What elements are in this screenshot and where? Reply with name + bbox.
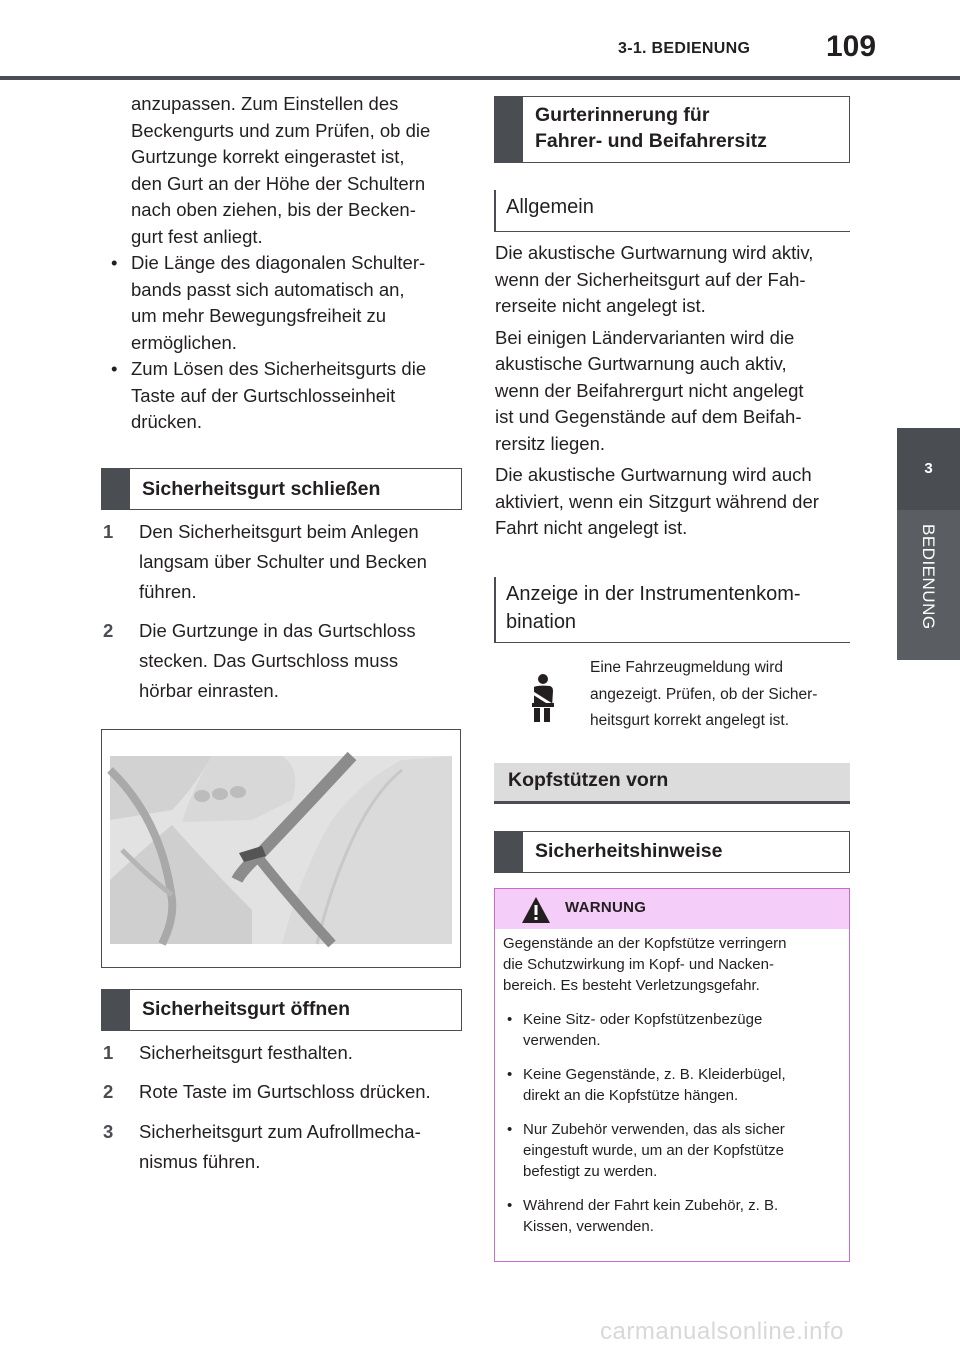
heading-bar bbox=[495, 832, 523, 872]
text-line: wenn der Beifahrergurt nicht angelegt bbox=[495, 379, 804, 401]
text-line: Die akustische Gurtwarnung wird auch bbox=[495, 464, 812, 485]
warning-triangle-icon bbox=[521, 896, 551, 924]
indicator-text bbox=[590, 655, 860, 735]
step-number: 3 bbox=[103, 1121, 114, 1142]
bullet-item bbox=[103, 250, 463, 356]
warning-bullet bbox=[503, 1195, 843, 1237]
text-line: • Während der Fahrt kein Zubehör, z. B. bbox=[523, 1197, 779, 1214]
chapter-heading-text: Kopfstützen vorn bbox=[508, 769, 669, 791]
text-line: Bei einigen Ländervarianten wird die bbox=[495, 326, 795, 348]
text-line: rersitz liegen. bbox=[495, 432, 606, 454]
text-line: ist und Gegenstände auf dem Beifah- bbox=[495, 406, 802, 427]
text-line: nismus führen. bbox=[139, 1151, 261, 1172]
step-item bbox=[103, 1117, 463, 1177]
seatbelt-illustration bbox=[101, 729, 461, 968]
section-heading-open bbox=[101, 989, 462, 1031]
warning-bullet bbox=[503, 1064, 843, 1106]
section-heading-text: Sicherheitsgurt öffnen bbox=[142, 998, 351, 1020]
text-line: eingestuft wurde, um an der Kopfstütze bbox=[523, 1142, 784, 1159]
text-line: die Schutzwirkung im Kopf- und Nacken- bbox=[503, 956, 774, 973]
chapter-label-text: BEDIENUNG bbox=[919, 524, 938, 630]
warning-box bbox=[494, 888, 850, 1262]
text-line: verwenden. bbox=[523, 1032, 601, 1049]
text-line: führen. bbox=[139, 581, 197, 602]
heading-bar bbox=[495, 97, 523, 162]
text-line: • Keine Gegenstände, z. B. Kleiderbügel, bbox=[523, 1066, 786, 1083]
text-line: Kissen, verwenden. bbox=[523, 1218, 654, 1235]
text-line: Taste auf der Gurtschlosseinheit bbox=[131, 384, 396, 406]
subheading-display bbox=[494, 577, 850, 643]
warning-bullet bbox=[503, 1119, 843, 1182]
text-line: heitsgurt korrekt angelegt ist. bbox=[590, 712, 790, 729]
text-line: bereich. Es besteht Verletzungsgefahr. bbox=[503, 977, 760, 994]
text-line: • Die Länge des diagonalen Schulter- bbox=[131, 252, 426, 273]
text-line: angezeigt. Prüfen, ob der Sicher- bbox=[590, 685, 818, 703]
subheading-general: Allgemein bbox=[494, 190, 850, 232]
text-line: Anzeige in der Instrumentenkom- bbox=[506, 583, 801, 605]
text-line: Beckengurts und zum Prüfen, ob die bbox=[131, 119, 431, 141]
text-line: stecken. Das Gurtschloss muss bbox=[139, 650, 399, 671]
seatbelt-drawing bbox=[102, 730, 460, 967]
text-line: bands passt sich automatisch an, bbox=[131, 278, 405, 300]
text-line: bination bbox=[506, 611, 577, 633]
text-line: Gurtzunge korrekt eingerastet ist, bbox=[131, 146, 405, 167]
text-line: gurt fest anliegt. bbox=[131, 225, 263, 247]
text-line: Die Gurtzunge in das Gurtschloss bbox=[139, 620, 416, 641]
text-line: um mehr Bewegungsfreiheit zu bbox=[131, 305, 387, 326]
step-number: 2 bbox=[103, 620, 114, 641]
text-line: Gegenstände an der Kopfstütze verringern bbox=[503, 935, 787, 952]
chapter-heading-headrests bbox=[494, 763, 850, 804]
step-number: 2 bbox=[103, 1081, 114, 1102]
text-line: befestigt zu werden. bbox=[523, 1163, 658, 1180]
step-item bbox=[103, 616, 463, 706]
step-number: 1 bbox=[103, 521, 114, 542]
section-heading-reminder bbox=[494, 96, 850, 163]
paragraph bbox=[495, 240, 855, 320]
text-line: Sicherheitsgurt festhalten. bbox=[139, 1042, 353, 1063]
text-line: Sicherheitsgurt zum Aufrollmecha- bbox=[139, 1121, 421, 1142]
bullet-item bbox=[103, 356, 463, 436]
warning-body bbox=[503, 933, 843, 1237]
warning-title: WARNUNG bbox=[565, 899, 647, 916]
page-number: 109 bbox=[826, 30, 877, 63]
section-heading-text: Sicherheitshinweise bbox=[535, 840, 723, 862]
watermark: carmanualsonline.info bbox=[600, 1318, 844, 1345]
text-line: ermöglichen. bbox=[131, 331, 237, 353]
text-line: • Zum Lösen des Sicherheitsgurts die bbox=[131, 358, 427, 379]
text-line: Rote Taste im Gurtschloss drücken. bbox=[139, 1081, 431, 1102]
text-line: hörbar einrasten. bbox=[139, 680, 279, 701]
text-line: Fahrt nicht angelegt ist. bbox=[495, 517, 688, 538]
section-heading-text: Sicherheitsgurt schließen bbox=[142, 478, 381, 500]
section-heading-text: Gurterinnerung für bbox=[535, 104, 710, 126]
paragraph bbox=[495, 462, 855, 542]
header-rule bbox=[0, 76, 960, 80]
text-line: rerseite nicht angelegt ist. bbox=[495, 295, 706, 316]
chapter-number-tab: 3 bbox=[897, 428, 960, 510]
warning-bullet bbox=[503, 1009, 843, 1051]
intro-paragraph bbox=[131, 91, 471, 250]
text-line: nach oben ziehen, bis der Becken- bbox=[131, 199, 416, 220]
text-line: aktiviert, wenn ein Sitzgurt während der bbox=[495, 490, 819, 512]
paragraph bbox=[495, 325, 855, 458]
text-line: • Nur Zubehör verwenden, das als sicher bbox=[523, 1121, 785, 1138]
text-line: Den Sicherheitsgurt beim Anlegen bbox=[139, 521, 419, 542]
section-heading-close bbox=[101, 468, 462, 510]
text-line: Eine Fahrzeugmeldung wird bbox=[590, 659, 783, 676]
text-line: akustische Gurtwarnung auch aktiv, bbox=[495, 353, 787, 374]
step-number: 1 bbox=[103, 1042, 114, 1063]
step-item bbox=[103, 1077, 463, 1107]
text-line: drücken. bbox=[131, 411, 202, 432]
warning-header bbox=[495, 889, 849, 929]
text-line: den Gurt an der Höhe der Schultern bbox=[131, 172, 426, 194]
chapter-label-tab bbox=[897, 510, 960, 660]
general-paragraphs bbox=[495, 240, 855, 542]
heading-bar bbox=[102, 990, 130, 1030]
text-line: anzupassen. Zum Einstellen des bbox=[131, 93, 399, 114]
text-line: • Keine Sitz- oder Kopfstützenbezüge bbox=[523, 1011, 763, 1028]
text-line: wenn der Sicherheitsgurt auf der Fah- bbox=[495, 268, 806, 290]
step-item bbox=[103, 1038, 463, 1068]
step-item bbox=[103, 517, 463, 607]
heading-bar bbox=[102, 469, 130, 509]
seatbelt-warning-icon bbox=[524, 673, 558, 725]
text-line: direkt an die Kopfstütze hängen. bbox=[523, 1087, 739, 1104]
running-header: 3-1. BEDIENUNG bbox=[618, 40, 751, 57]
warning-intro bbox=[503, 933, 843, 996]
section-heading-text: Fahrer- und Beifahrersitz bbox=[535, 130, 767, 152]
text-line: langsam über Schulter und Becken bbox=[139, 551, 427, 572]
bullet-list bbox=[103, 250, 463, 436]
text-line: Die akustische Gurtwarnung wird aktiv, bbox=[495, 242, 814, 263]
section-heading-safety bbox=[494, 831, 850, 873]
